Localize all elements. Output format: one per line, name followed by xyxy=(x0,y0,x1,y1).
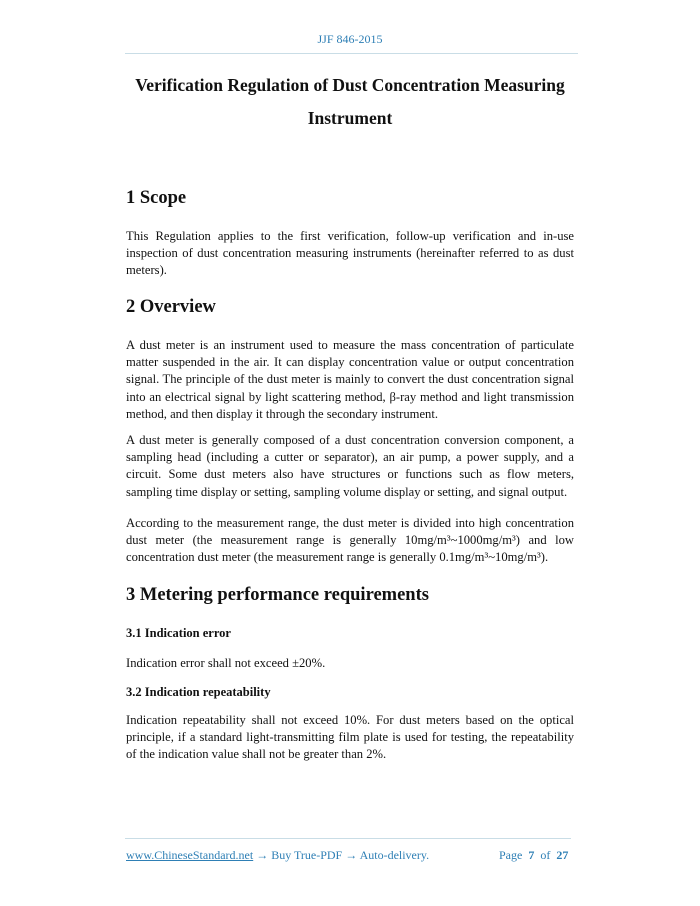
overview-paragraph-3: According to the measurement range, the dust meter is divided into high concentration dust meter (the measurement range is generally 10mg/m³~1000mg/m³) and low concentration dust meter (the measurement range is generally 0.1mg/m³~10mg/m³). xyxy=(126,516,574,565)
overview-paragraph-1: A dust meter is an instrument used to measure the mass concentration of particulate matter suspended in the air. It can display concentration value or output concentration signal. The principle of the dust meter is mainly to convert the dust concentration signal into an electrical signal by light scattering method, β-ray method and light transmission method, and then display it through the secondary instrument. xyxy=(126,338,574,421)
section-heading-metering: 3 Metering performance requirements xyxy=(126,585,429,605)
scope-paragraph: This Regulation applies to the first verification, follow-up verification and in-use inspection of dust concentration measuring instruments (hereinafter referred to as dust meters). xyxy=(126,229,574,278)
document-title-line1: Verification Regulation of Dust Concentration Measuring xyxy=(135,75,565,95)
total-pages: 27 xyxy=(556,848,569,862)
section-heading-overview: 2 Overview xyxy=(126,297,216,317)
current-page: 7 xyxy=(528,848,535,862)
footer-promo xyxy=(126,848,429,863)
subsection-heading-3-2: 3.2 Indication repeatability xyxy=(126,685,271,699)
header-divider xyxy=(125,53,578,54)
website-link[interactable]: www.ChineseStandard.net xyxy=(126,848,254,862)
indication-repeatability-text: Indication repeatability shall not exceed 10%. For dust meters based on the optical principle, if a standard light-transmitting film plate is used for testing, the repeatability of the indication value shall not be greater than 2%. xyxy=(126,713,574,762)
of-label: of xyxy=(540,848,551,862)
overview-paragraph-2: A dust meter is generally composed of a dust concentration conversion component, a sampling head (including a cutter or separator), an air pump, a power supply, and a circuit. Some dust meters also have structures or functions such as flow meters, sampling time display or setting, sampling volume display or setting, and signal output. xyxy=(126,433,574,499)
document-code-header: JJF 846-2015 xyxy=(317,32,383,46)
page-label: Page xyxy=(499,848,523,862)
footer-divider xyxy=(125,838,571,839)
indication-error-text: Indication error shall not exceed ±20%. xyxy=(126,656,326,670)
footer-promo-text: → Buy True-PDF → Auto-delivery. xyxy=(253,848,430,862)
document-title-line2: Instrument xyxy=(307,108,393,128)
page-indicator xyxy=(499,848,568,863)
section-heading-scope: 1 Scope xyxy=(126,188,187,208)
subsection-heading-3-1: 3.1 Indication error xyxy=(126,626,231,640)
